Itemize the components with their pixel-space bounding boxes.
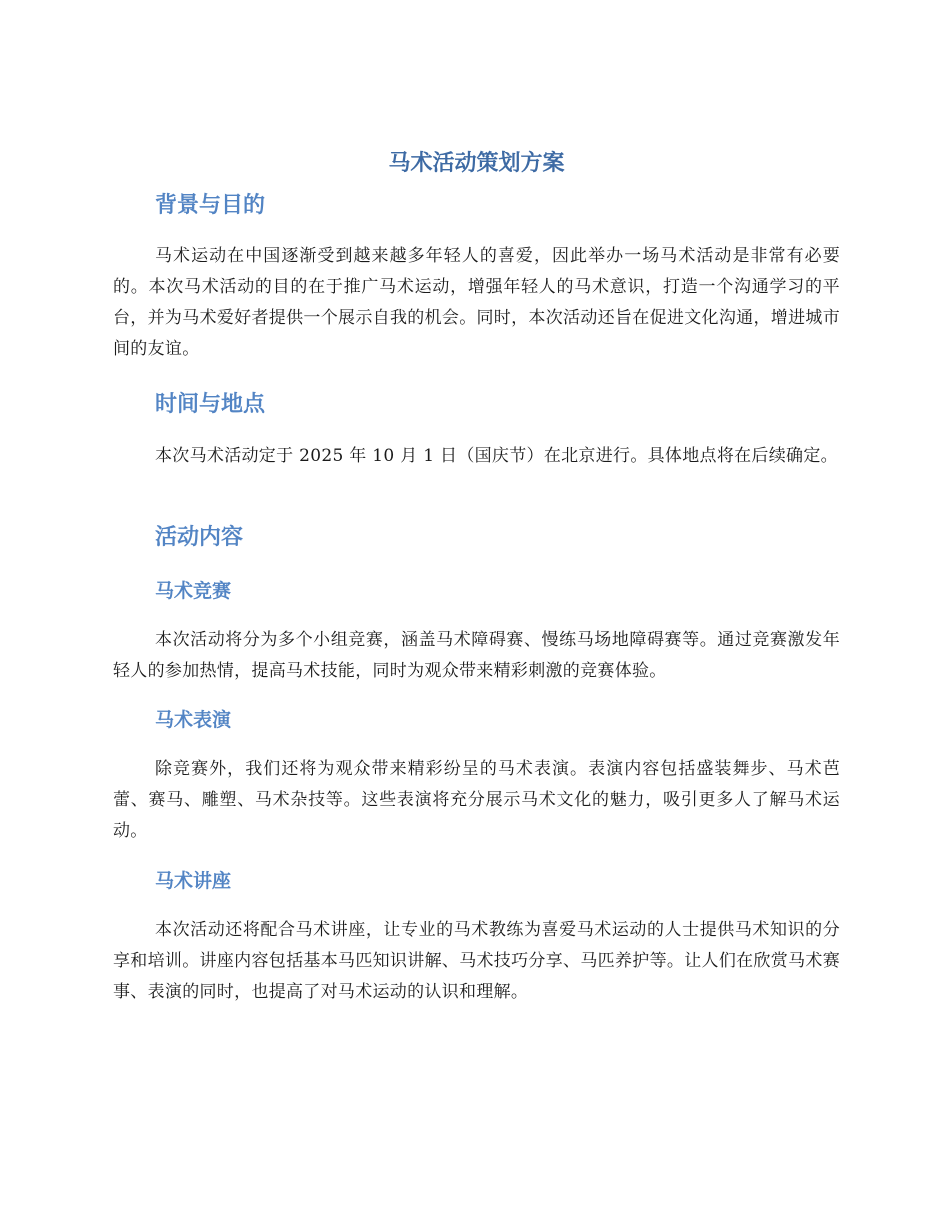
- subsection-heading-lecture: 马术讲座: [155, 870, 232, 892]
- section-paragraph-time-place: 本次马术活动定于 2025 年 10 月 1 日（国庆节）在北京进行。具体地点将在后续确定。: [155, 446, 838, 466]
- section-heading-time-place: 时间与地点: [155, 392, 266, 417]
- subsection-paragraph-competition: 本次活动将分为多个小组竞赛，涵盖马术障碍赛、慢练马场地障碍赛等。通过竞赛激发年轻人的参加热情，提高马术技能，同时为观众带来精彩刺激的竞赛体验。: [113, 630, 840, 681]
- subsection-paragraph-lecture: 本次活动还将配合马术讲座，让专业的马术教练为喜爱马术运动的人士提供马术知识的分享和培训。讲座内容包括基本马匹知识讲解、马术技巧分享、马匹养护等。让人们在欣赏马术赛事、表演的同时，也提高了对马术运动的认识和理解。: [113, 920, 840, 1002]
- subsection-heading-competition: 马术竞赛: [155, 580, 232, 602]
- section-heading-activities: 活动内容: [155, 525, 244, 550]
- section-paragraph-background: 马术运动在中国逐渐受到越来越多年轻人的喜爱，因此举办一场马术活动是非常有必要的。本次马术活动的目的在于推广马术运动，增强年轻人的马术意识，打造一个沟通学习的平台，并为马术爱好者提供一个展示自我的机会。同时，本次活动还旨在促进文化沟通，增进城市间的友谊。: [113, 246, 840, 359]
- subsection-heading-performance: 马术表演: [155, 709, 232, 731]
- subsection-paragraph-performance: 除竞赛外，我们还将为观众带来精彩纷呈的马术表演。表演内容包括盛装舞步、马术芭蕾、赛马、雕塑、马术杂技等。这些表演将充分展示马术文化的魅力，吸引更多人了解马术运动。: [113, 759, 840, 841]
- document-title: 马术活动策划方案: [388, 151, 565, 176]
- section-heading-background: 背景与目的: [155, 193, 266, 218]
